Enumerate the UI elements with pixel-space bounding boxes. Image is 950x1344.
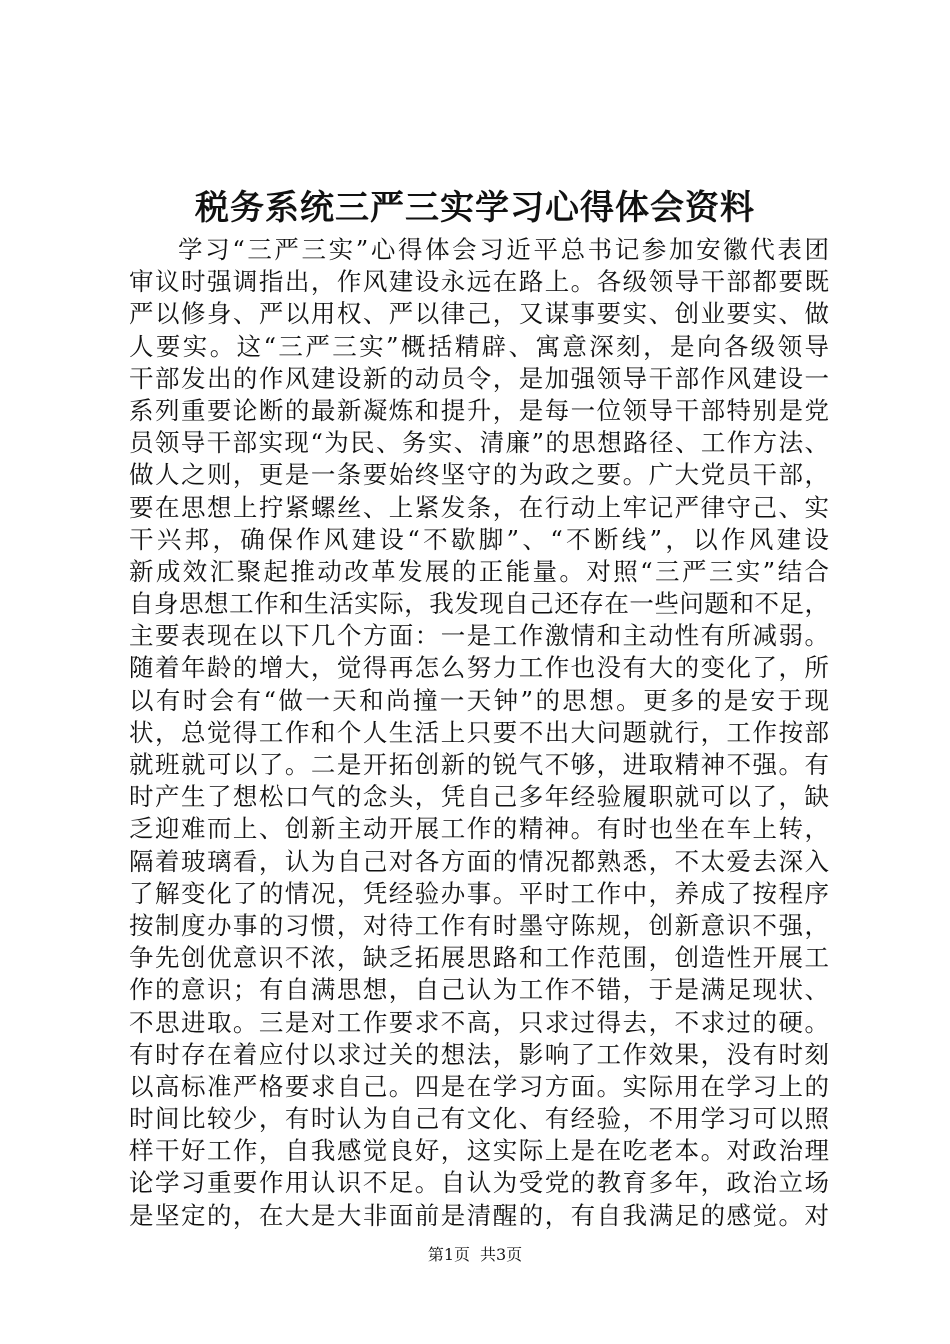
body-line: 干部发出的作风建设新的动员令，是加强领导干部作风建设一	[129, 363, 829, 393]
body-line: 要在思想上拧紧螺丝、上紧发条，在行动上牢记严律守己、实	[129, 492, 829, 522]
page-number: 第1页	[427, 1245, 470, 1264]
body-line: 按制度办事的习惯，对待工作有时墨守陈规，创新意识不强，	[129, 910, 829, 940]
body-line: 学习“三严三实”心得体会习近平总书记参加安徽代表团	[178, 235, 829, 264]
body-line: 人要实。这“三严三实”概括精辟、寓意深刻，是向各级领导	[129, 331, 829, 361]
body-line: 干兴邦，确保作风建设“不歇脚”、“不断线”，以作风建设	[129, 524, 829, 554]
body-line: 时间比较少，有时认为自己有文化、有经验，不用学习可以照	[129, 1104, 829, 1134]
body-line: 审议时强调指出，作风建设永远在路上。各级领导干部都要既	[129, 267, 829, 297]
body-line: 以高标准严格要求自己。四是在学习方面。实际用在学习上的	[129, 1071, 829, 1101]
page-total: 共3页	[480, 1245, 523, 1264]
body-line: 作的意识；有自满思想，自己认为工作不错，于是满足现状、	[129, 975, 829, 1005]
body-line: 隔着玻璃看，认为自己对各方面的情况都熟悉，不太爱去深入	[129, 846, 829, 876]
body-line: 状，总觉得工作和个人生活上只要不出大问题就行，工作按部	[129, 717, 829, 747]
body-line: 严以修身、严以用权、严以律己，又谋事要实、创业要实、做	[129, 299, 829, 329]
body-line: 不思进取。三是对工作要求不高，只求过得去，不求过的硬。	[129, 1007, 829, 1037]
body-line: 乏迎难而上、创新主动开展工作的精神。有时也坐在车上转，	[129, 814, 829, 844]
body-line: 是坚定的，在大是大非面前是清醒的，有自我满足的感觉。对	[129, 1200, 829, 1230]
body-line: 了解变化了的情况，凭经验办事。平时工作中，养成了按程序	[129, 878, 829, 908]
document-title: 税务系统三严三实学习心得体会资料	[195, 188, 755, 228]
body-line: 系列重要论断的最新凝炼和提升，是每一位领导干部特别是党	[129, 395, 829, 425]
body-line: 新成效汇聚起推动改革发展的正能量。对照“三严三实”结合	[129, 556, 829, 586]
body-line: 做人之则，更是一条要始终坚守的为政之要。广大党员干部，	[129, 460, 829, 490]
body-line: 时产生了想松口气的念头，凭自己多年经验履职就可以了，缺	[129, 782, 829, 812]
document-body	[129, 234, 829, 1232]
body-line: 样干好工作，自我感觉良好，这实际上是在吃老本。对政治理	[129, 1136, 829, 1166]
body-line: 主要表现在以下几个方面：一是工作激情和主动性有所减弱。	[129, 621, 829, 651]
page-footer	[0, 1244, 950, 1266]
body-line: 随着年龄的增大，觉得再怎么努力工作也没有大的变化了，所	[129, 653, 829, 683]
body-line: 就班就可以了。二是开拓创新的锐气不够，进取精神不强。有	[129, 750, 829, 779]
body-line: 论学习重要作用认识不足。自认为受党的教育多年，政治立场	[129, 1168, 829, 1198]
body-line: 以有时会有“做一天和尚撞一天钟”的思想。更多的是安于现	[129, 685, 829, 715]
body-line: 争先创优意识不浓，缺乏拓展思路和工作范围，创造性开展工	[129, 943, 829, 973]
body-line: 有时存在着应付以求过关的想法，影响了工作效果，没有时刻	[129, 1039, 829, 1069]
body-line: 员领导干部实现“为民、务实、清廉”的思想路径、工作方法、	[129, 428, 829, 458]
body-line: 自身思想工作和生活实际，我发现自己还存在一些问题和不足，	[129, 589, 829, 619]
